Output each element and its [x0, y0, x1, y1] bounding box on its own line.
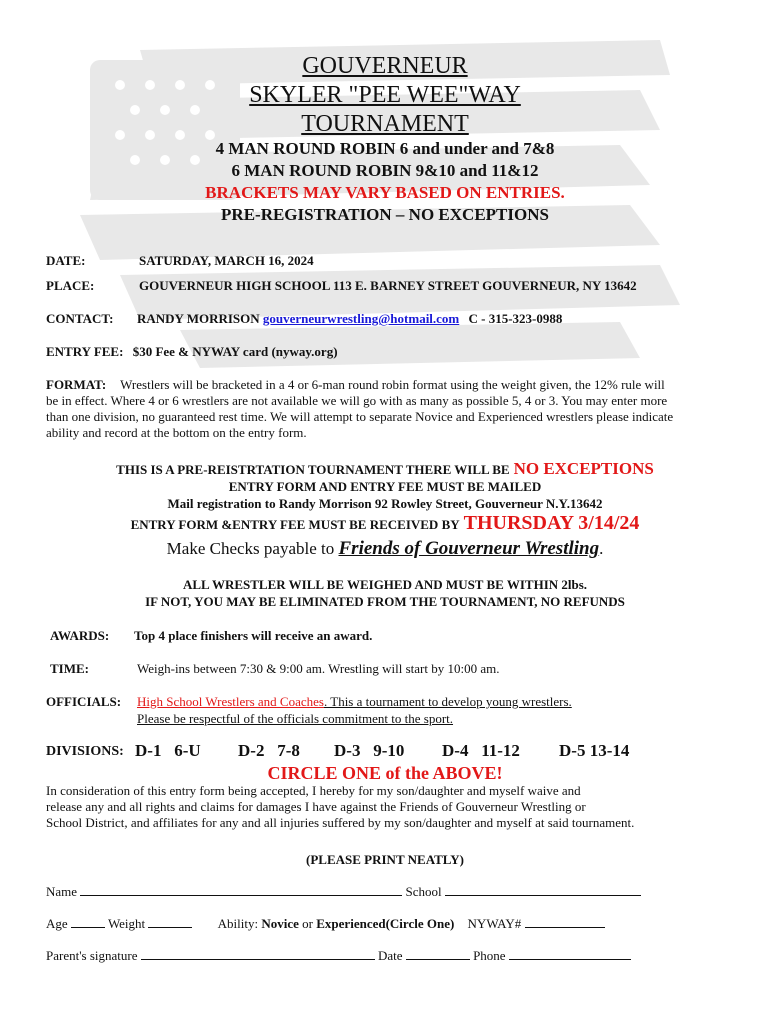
name-field[interactable]	[80, 884, 402, 896]
subtitle-line-1: 4 MAN ROUND ROBIN 6 and under and 7&8	[215, 139, 555, 158]
division-item-4[interactable]: D-4 11-12	[442, 741, 520, 760]
waiver-line-3: School District, and affiliates for any and all injuries suffered by my son/daughter and myself at said tournament.	[46, 815, 635, 830]
notice-line-2: ENTRY FORM AND ENTRY FEE MUST BE MAILED	[228, 479, 542, 494]
title-line-3: TOURNAMENT	[301, 111, 469, 137]
format-label: FORMAT:	[46, 377, 107, 392]
weigh-line-1: ALL WRESTLER WILL BE WEIGHED AND MUST BE WITHIN 2lbs.	[182, 577, 588, 592]
weigh-line-2: IF NOT, YOU MAY BE ELIMINATED FROM THE TOURNAMENT, NO REFUNDS	[145, 594, 625, 609]
subtitle-line-4: PRE-REGISTRATION – NO EXCEPTIONS	[221, 205, 549, 224]
contact-email-link[interactable]: gouverneurwrestling@hotmail.com	[262, 311, 460, 326]
phone-field[interactable]	[509, 948, 631, 960]
entry-fee-row	[46, 344, 338, 360]
awards-value: Top 4 place finishers will receive an award.	[134, 628, 373, 643]
ability-experienced[interactable]: Experienced(Circle One)	[316, 916, 455, 931]
division-item-5[interactable]: D-5 13-14	[559, 741, 630, 760]
officials-line-2: Please be respectful of the officials commitment to the sport.	[137, 711, 454, 726]
checks-payee: Friends of Gouverneur Wrestling	[338, 538, 600, 559]
division-item-1[interactable]: D-1 6-U	[135, 741, 201, 760]
nyway-field[interactable]	[525, 916, 605, 928]
notice-no-exceptions: NO EXCEPTIONS	[513, 459, 654, 478]
officials-line-1	[137, 694, 572, 710]
nyway-label: NYWAY#	[467, 916, 522, 931]
date-label: DATE:	[46, 253, 86, 268]
school-field[interactable]	[445, 884, 641, 896]
print-neatly-note: (PLEASE PRINT NEATLY)	[306, 852, 464, 867]
form-row-age	[46, 916, 605, 932]
date-field[interactable]	[406, 948, 470, 960]
officials-label: OFFICIALS:	[46, 694, 122, 709]
parent-signature-label: Parent's signature	[46, 948, 138, 963]
place-label: PLACE:	[46, 278, 95, 293]
parent-signature-field[interactable]	[141, 948, 375, 960]
weight-label: Weight	[107, 916, 146, 931]
ability-label: Ability:	[217, 916, 259, 931]
date-field-label: Date	[378, 948, 403, 963]
notice-line-1	[0, 459, 770, 479]
contact-name: RANDY MORRISON	[137, 311, 260, 326]
ability-novice[interactable]: Novice	[261, 916, 299, 931]
checks-payable-line	[0, 538, 770, 560]
title-line-1: GOUVERNEUR	[302, 53, 468, 79]
officials-line-1-rest: . This a tournament to develop young wrestlers.	[323, 694, 572, 709]
ability-or: or	[302, 916, 314, 931]
weight-field[interactable]	[148, 916, 192, 928]
format-block	[46, 377, 736, 441]
contact-phone: C - 315-323-0988	[468, 311, 563, 326]
age-label: Age	[46, 916, 68, 931]
format-line-4: ability and record at the bottom on the entry form.	[46, 425, 307, 440]
format-line-3: than one division, no guaranteed rest time. We will attempt to separate Novice and Experienced wrestlers please indicate	[46, 409, 674, 424]
division-item-2[interactable]: D-2 7-8	[238, 741, 300, 760]
waiver-block	[46, 783, 634, 831]
date-value: SATURDAY, MARCH 16, 2024	[139, 253, 314, 268]
format-line-1: Wrestlers will be bracketed in a 4 or 6-man round robin format using the weight given, the 12% rule will	[120, 377, 665, 392]
waiver-line-2: release any and all rights and claims for damages I have against the Friends of Gouverneur Wrestling or	[46, 799, 586, 814]
form-row-signature	[46, 948, 631, 964]
subtitle-line-2: 6 MAN ROUND ROBIN 9&10 and 11&12	[231, 161, 539, 180]
notice-line-1-text: THIS IS A PRE-REISTRTATION TOURNAMENT THERE WILL BE	[116, 462, 510, 477]
divisions-label: DIVISIONS:	[46, 744, 124, 759]
format-line-2: be in effect. Where 4 or 6 wrestlers are not available we will go with as many as possible 5, 4 or 3. You may enter more	[46, 393, 668, 408]
entry-fee-value: $30 Fee & NYWAY card (nyway.org)	[132, 344, 338, 359]
time-value: Weigh-ins between 7:30 & 9:00 am. Wrestling will start by 10:00 am.	[137, 661, 500, 676]
title-line-2: SKYLER "PEE WEE"WAY	[249, 82, 521, 108]
waiver-line-1: In consideration of this entry form being accepted, I hereby for my son/daughter and myself waive and	[46, 783, 581, 798]
name-label: Name	[46, 884, 78, 899]
phone-label: Phone	[473, 948, 506, 963]
officials-red-text: High School Wrestlers and Coaches	[137, 694, 324, 709]
form-row-name	[46, 884, 641, 900]
checks-prefix: Make Checks payable to	[166, 539, 335, 558]
awards-label: AWARDS:	[50, 628, 110, 643]
division-item-3[interactable]: D-3 9-10	[334, 741, 405, 760]
age-field[interactable]	[71, 916, 105, 928]
school-label: School	[405, 884, 442, 899]
notice-deadline-text: ENTRY FORM &ENTRY FEE MUST BE RECEIVED BY	[130, 517, 460, 532]
place-value: GOUVERNEUR HIGH SCHOOL 113 E. BARNEY STREET GOUVERNEUR, NY 13642	[139, 278, 637, 293]
time-label: TIME:	[50, 661, 89, 676]
entry-fee-label: ENTRY FEE:	[46, 344, 124, 359]
notice-line-3: Mail registration to Randy Morrison 92 Rowley Street, Gouverneur N.Y.13642	[167, 496, 603, 511]
checks-suffix: .	[599, 539, 604, 558]
subtitle-line-3: BRACKETS MAY VARY BASED ON ENTRIES.	[205, 183, 565, 202]
contact-info	[137, 311, 562, 327]
notice-line-4	[0, 512, 770, 535]
notice-deadline-date: THURSDAY 3/14/24	[463, 512, 640, 534]
circle-one-notice: CIRCLE ONE of the ABOVE!	[267, 763, 503, 783]
contact-label: CONTACT:	[46, 311, 114, 326]
